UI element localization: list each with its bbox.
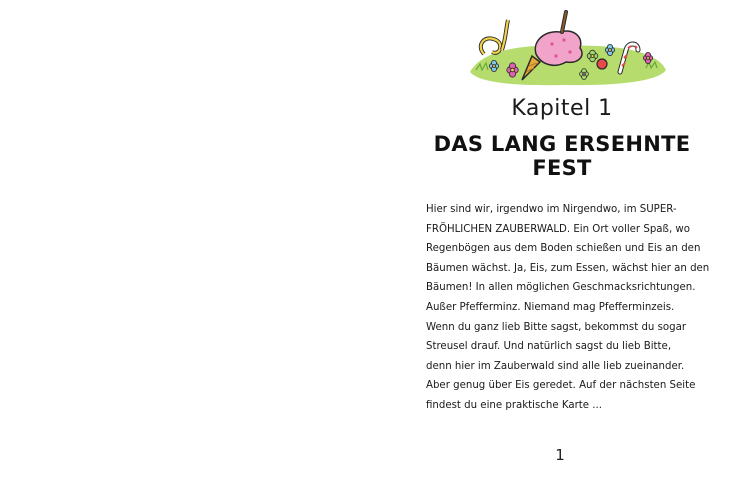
body-line: denn hier im Zauberwald sind alle lieb zueinander. — [426, 360, 685, 372]
chapter-label: Kapitel 1 — [511, 96, 613, 121]
body-line: Regenbögen aus dem Boden schießen und Eis an den — [426, 243, 701, 255]
body-line: FRÖHLICHEN ZAUBERWALD. Ein Ort voller Spaß, wo — [426, 223, 690, 235]
body-line: Bäumen! In allen möglichen Geschmacksrichtungen. — [426, 282, 696, 294]
body-line: Aber genug über Eis geredet. Auf der nächsten Seite — [426, 380, 696, 392]
body-line: Streusel drauf. Und natürlich sagst du lieb Bitte, — [426, 341, 672, 353]
chapter-title: DAS LANG ERSEHNTE FEST — [433, 132, 691, 180]
body-line: Wenn du ganz lieb Bitte sagst, bekommst du sogar — [426, 321, 687, 333]
body-line: Außer Pfefferminz. Niemand mag Pfefferminzeis. — [426, 301, 675, 313]
body-line: Hier sind wir, irgendwo im Nirgendwo, im SUPER- — [426, 204, 677, 215]
page-number: 1 — [555, 446, 565, 464]
body-line: findest du eine praktische Karte ... — [426, 399, 603, 411]
ice-cream-illustration — [462, 10, 672, 90]
chapter-body-text — [426, 200, 710, 416]
body-line: Bäumen wächst. Ja, Eis, zum Essen, wächst hier an den — [426, 262, 710, 274]
